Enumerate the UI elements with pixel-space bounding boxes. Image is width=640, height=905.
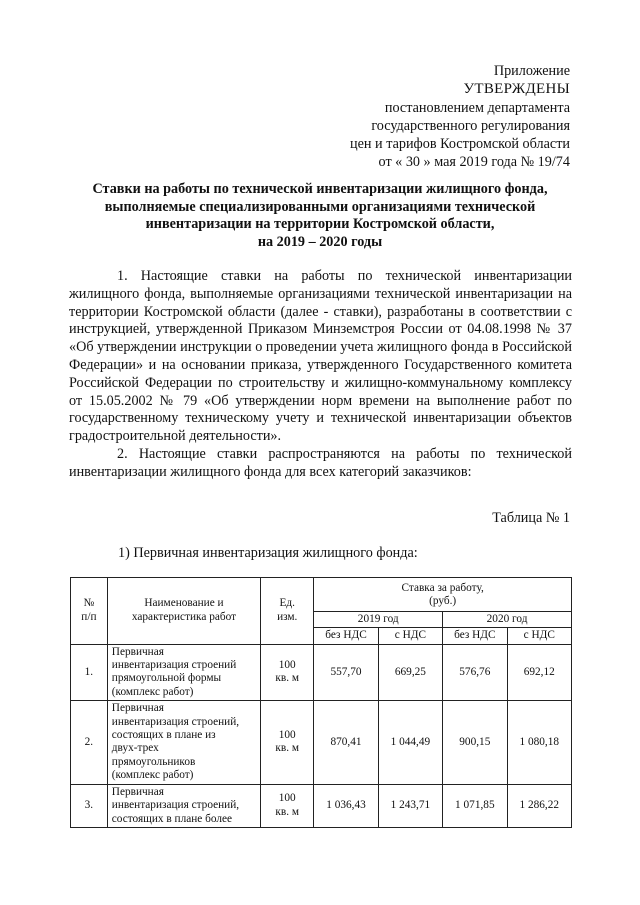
- row-unit-measure: кв. м: [275, 672, 300, 685]
- document-title: [70, 181, 570, 251]
- table-header-row: [71, 578, 572, 612]
- row-name-line: двух-трех: [111, 742, 159, 755]
- approval-line-department: государственного регулирования: [371, 117, 570, 134]
- row-name-line: прямоугольной формы: [111, 672, 222, 685]
- header-name-line-1: Наименование и: [144, 597, 224, 610]
- title-line-1: Ставки на работы по технической инвентаризации жилищного фонда,: [92, 181, 548, 197]
- row-name-line: инвентаризация строений,: [111, 715, 240, 728]
- row-2020-no-vat: 576,76: [443, 644, 507, 701]
- approval-line-region: цен и тарифов Костромской области: [350, 136, 570, 153]
- row-2020-with-vat: 1 080,18: [507, 701, 571, 784]
- header-name: [107, 578, 260, 645]
- row-name-line: Первичная: [111, 645, 164, 658]
- header-unit-line-2: изм.: [277, 610, 298, 623]
- row-2020-with-vat: 692,12: [507, 644, 571, 701]
- row-name-line: Первичная: [111, 785, 164, 798]
- header-year-2020: 2020 год: [443, 611, 572, 627]
- row-name: [107, 784, 260, 827]
- row-name-line: инвентаризация строений,: [111, 799, 240, 812]
- row-name: [107, 644, 260, 701]
- table-subheading: 1) Первичная инвентаризация жилищного фонда:: [118, 545, 418, 561]
- appendix-label: Приложение: [493, 63, 570, 79]
- body-text: [69, 268, 572, 482]
- row-unit-amount: 100: [278, 729, 296, 742]
- approval-date-number: от « 30 » мая 2019 года № 19/74: [378, 154, 570, 171]
- header-number-line-2: п/п: [81, 610, 97, 623]
- header-year-2019: 2019 год: [314, 611, 443, 627]
- row-name-line: Первичная: [111, 702, 164, 715]
- approval-stamp-block: [350, 62, 570, 172]
- row-name-line: (комплекс работ): [111, 685, 194, 698]
- header-2019-no-vat: без НДС: [314, 628, 378, 644]
- row-2020-with-vat: 1 286,22: [507, 784, 571, 827]
- paragraph-2: 2. Настоящие ставки распространяются на работы по технической инвентаризации жилищного фонда для всех категорий заказчиков:: [69, 445, 572, 480]
- row-name: [107, 701, 260, 784]
- header-rate-line-2: (руб.): [429, 595, 457, 608]
- approval-line-decree: постановлением департамента: [384, 99, 570, 116]
- header-rate-line-1: Ставка за работу,: [401, 582, 484, 594]
- row-2019-with-vat: 1 243,71: [378, 784, 442, 827]
- header-2020-no-vat: без НДС: [443, 628, 507, 644]
- row-unit-measure: кв. м: [275, 742, 300, 755]
- row-name-line: инвентаризация строений: [111, 659, 237, 672]
- row-2020-no-vat: 900,15: [443, 701, 507, 784]
- header-number-line-1: №: [83, 597, 95, 610]
- paragraph-1: 1. Настоящие ставки на работы по технической инвентаризации жилищного фонда, выполняемые организациями технической инвентаризации на территории Костромской области (далее - ставки), разработаны в соответствии с инструкцией, утвержденной Приказом Минземстроя России от 04.08.1998 № 37 «Об утверждении инструкции о проведении учета жилищного фонда в Российской Федерации» и на основании приказа, утвержденного Государственного комитета Российской Федерации по строительству и жилищно-коммунальному комплексу от 15.05.2002 № 79 «Об утверждении норм времени на выполнение работ по государственному техническому учету и технической инвентаризации объектов градостроительной деятельности».: [69, 268, 572, 445]
- row-2020-no-vat: 1 071,85: [443, 784, 507, 827]
- header-name-line-2: характеристика работ: [131, 610, 237, 623]
- row-name-line: состоящих в плане более: [111, 812, 233, 825]
- row-2019-with-vat: 1 044,49: [378, 701, 442, 784]
- table-row: [71, 784, 572, 827]
- row-unit-amount: 100: [278, 792, 296, 805]
- row-2019-no-vat: 1 036,43: [314, 784, 378, 827]
- header-number: [71, 578, 108, 645]
- row-number: 2.: [71, 701, 108, 784]
- row-number: 3.: [71, 784, 108, 827]
- header-unit: [261, 578, 314, 645]
- title-line-3: инвентаризации на территории Костромской области,: [145, 216, 495, 233]
- table-row: [71, 644, 572, 701]
- rates-table: [70, 577, 572, 828]
- approved-label: УТВЕРЖДЕНЫ: [463, 81, 570, 98]
- table-row: [71, 701, 572, 784]
- row-unit: [261, 701, 314, 784]
- row-unit-measure: кв. м: [275, 805, 300, 818]
- header-rate: [314, 578, 572, 612]
- row-name-line: прямоугольников: [111, 755, 196, 768]
- header-2020-with-vat: с НДС: [507, 628, 571, 644]
- header-2019-with-vat: с НДС: [378, 628, 442, 644]
- title-line-2: выполняемые специализированными организациями технической: [104, 198, 536, 215]
- row-number: 1.: [71, 644, 108, 701]
- row-name-line: состоящих в плане из: [111, 729, 216, 742]
- row-2019-no-vat: 870,41: [314, 701, 378, 784]
- header-unit-line-1: Ед.: [279, 597, 295, 610]
- table-number-label: Таблица № 1: [492, 510, 570, 526]
- row-name-line: (комплекс работ): [111, 769, 194, 782]
- row-unit: [261, 644, 314, 701]
- row-unit-amount: 100: [278, 659, 296, 672]
- row-2019-no-vat: 557,70: [314, 644, 378, 701]
- row-unit: [261, 784, 314, 827]
- title-line-4: на 2019 – 2020 годы: [257, 233, 383, 250]
- row-2019-with-vat: 669,25: [378, 644, 442, 701]
